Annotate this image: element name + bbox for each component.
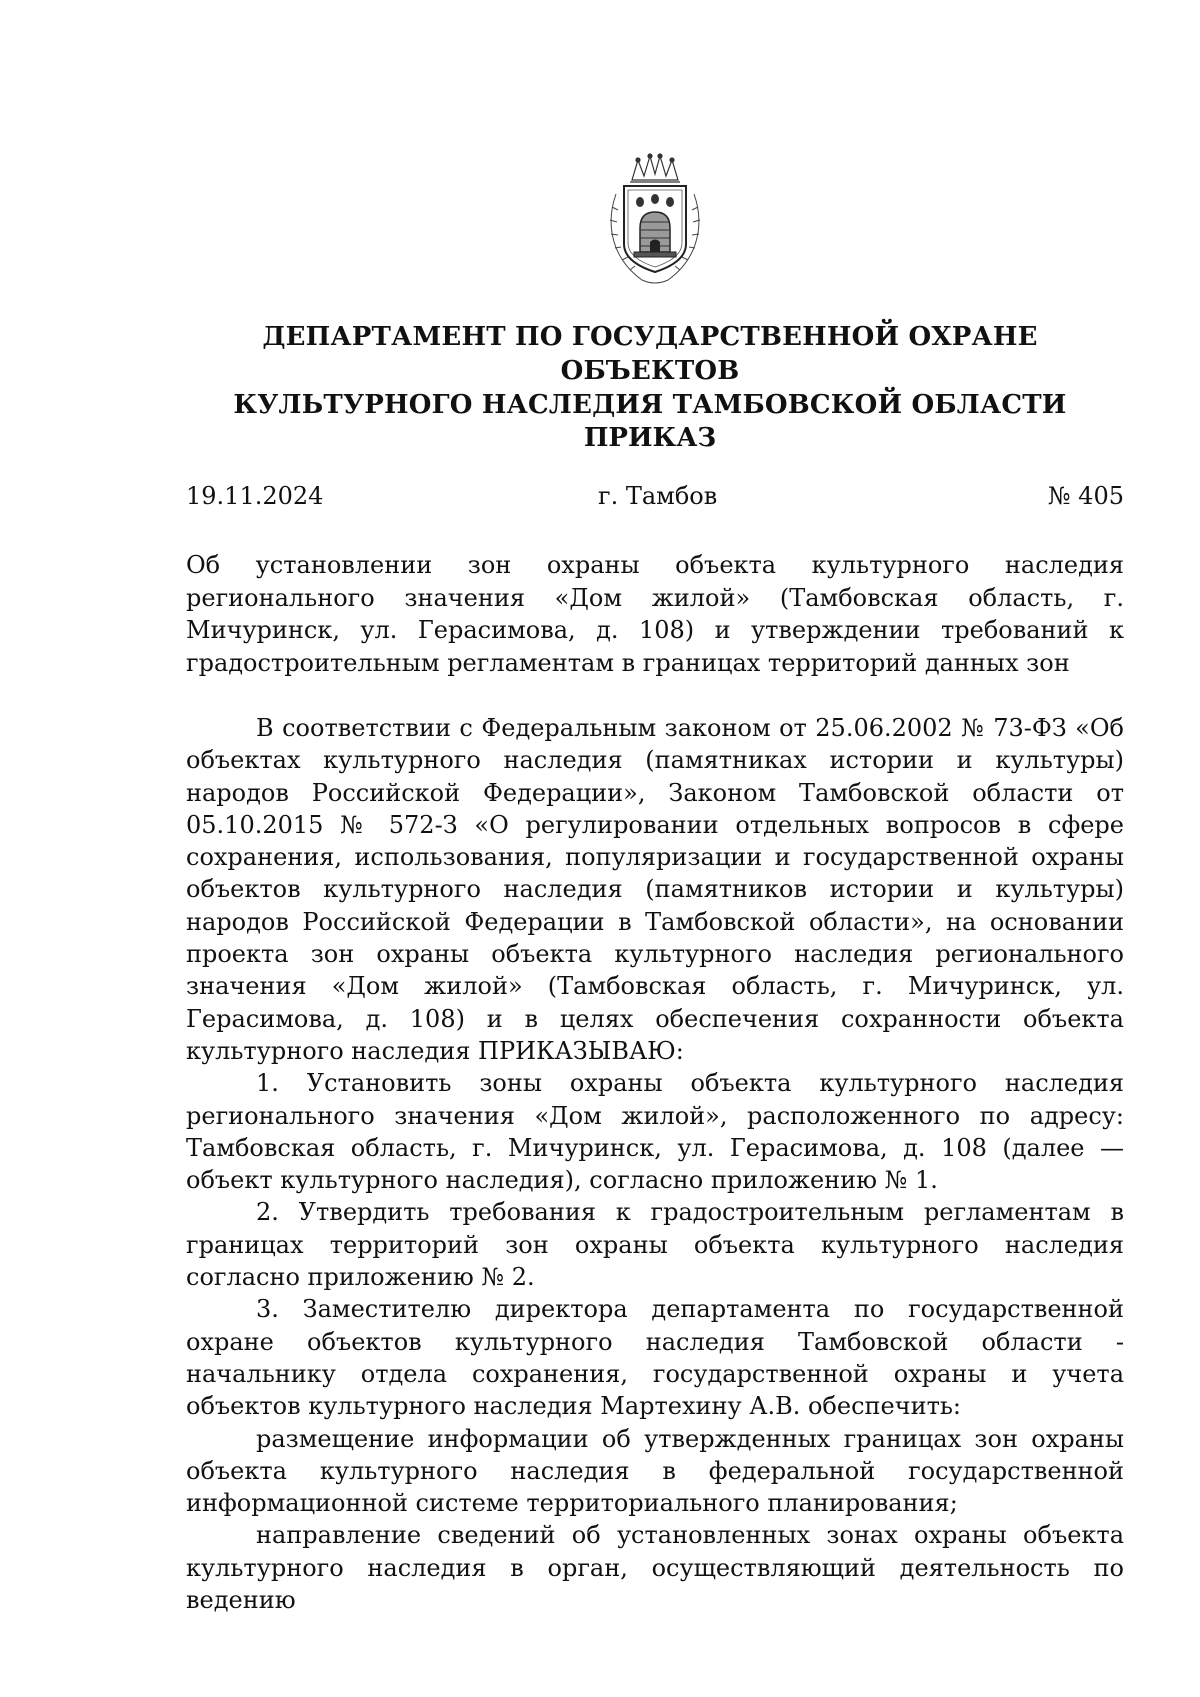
department-name-line-1: ДЕПАРТАМЕНТ ПО ГОСУДАРСТВЕННОЙ ОХРАНЕ ОБЪЕКТОВ [262,322,1038,386]
body-paragraph-item-2: 2. Утвердить требования к градостроительным регламентам в границах территорий зон охраны объекта культурного наследия согласно приложению № 2. [186,1198,1124,1292]
order-date: 19.11.2024 [186,482,324,510]
order-subject: Об установлении зон охраны объекта культурного наследия регионального значения «Дом жилой» (Тамбовская область, г. Мичуринск, ул. Герасимова, д. 108) и утверждении требований к градостроительным регламентам в границах территорий данных зон [186,551,1124,677]
department-name [170,320,1130,422]
coat-of-arms-emblem [602,152,708,290]
body-paragraph-item-3: 3. Заместителю директора департамента по государственной охране объектов культурного наследия Тамбовской области - начальнику отдела сохранения, государственной охраны и учета объектов культурного наследия Мартехину А.В. обеспечить: [186,1295,1124,1421]
department-name-line-2: КУЛЬТУРНОГО НАСЛЕДИЯ ТАМБОВСКОЙ ОБЛАСТИ [233,390,1067,420]
order-body [186,712,1124,1616]
order-city: г. Тамбов [598,482,718,510]
order-number: № 405 [1047,482,1124,510]
beehive-crest-icon [602,152,708,290]
document-type-title: ПРИКАЗ [583,423,717,453]
body-paragraph-preamble: В соответствии с Федеральным законом от 25.06.2002 № 73-ФЗ «Об объектах культурного наследия (памятниках истории и культуры) народов Российской Федерации», Законом Тамбовской области от 05.10.2015 № 572-З «О регулировании отдельных вопросов в сфере сохранения, использования, популяризации и государственной охраны объектов культурного наследия (памятников истории и культуры) народов Российской Федерации в Тамбовской области», на основании проекта зон охраны объекта культурного наследия регионального значения «Дом жилой» (Тамбовская область, г. Мичуринск, ул. Герасимова, д. 108) и в целях обеспечения сохранности объекта культурного наследия ПРИКАЗЫВАЮ: [186,714,1124,1065]
body-paragraph-subitem-2: направление сведений об установленных зонах охраны объекта культурного наследия в орган, осуществляющий деятельность по ведению [186,1521,1124,1615]
body-paragraph-subitem-1: размещение информации об утвержденных границах зон охраны объекта культурного наследия в федеральной государственной информационной системе территориального планирования; [186,1424,1124,1518]
body-paragraph-item-1: 1. Установить зоны охраны объекта культурного наследия регионального значения «Дом жилой», расположенного по адресу: Тамбовская область, г. Мичуринск, ул. Герасимова, д. 108 (далее — объект культурного наследия), согласно приложению № 1. [186,1069,1124,1195]
